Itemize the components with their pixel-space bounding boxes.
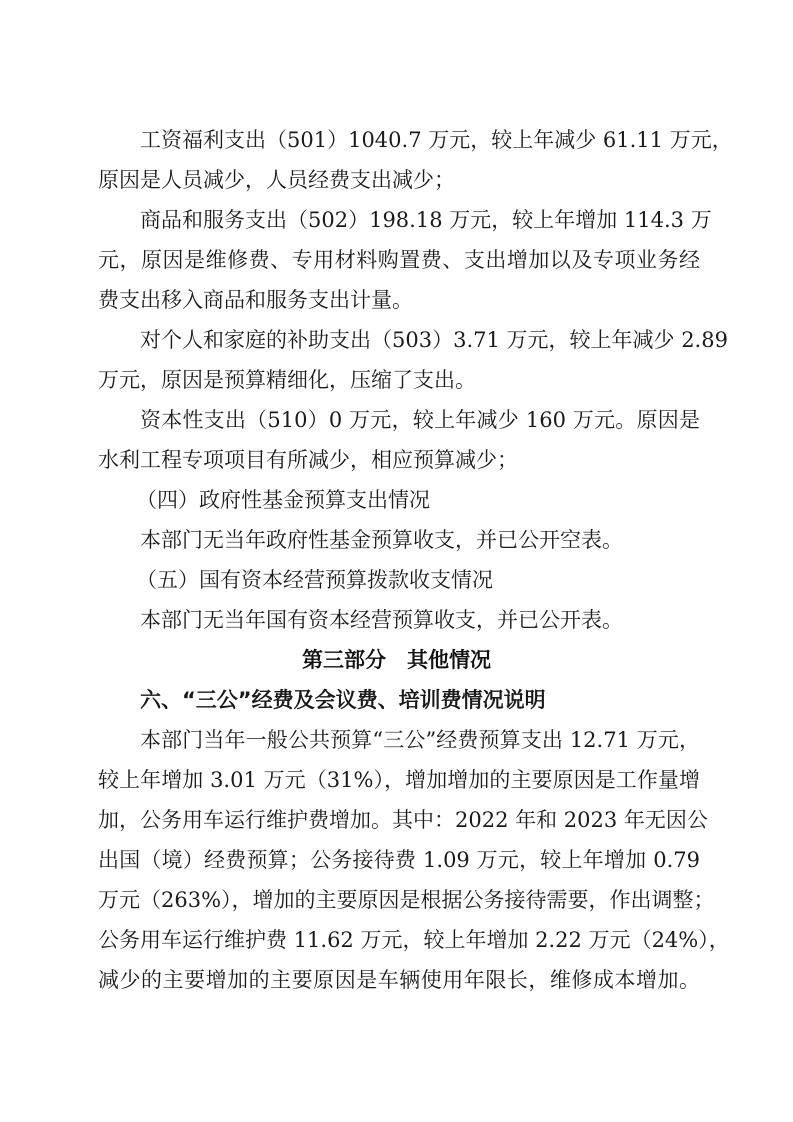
text-line: 加，公务用车运行维护费增加。其中：2022 年和 2023 年无因公 [98,808,708,832]
text-line: 万元（263%），增加的主要原因是根据公务接待需要，作出调整； [98,888,715,912]
part-heading: 第三部分 其他情况 [302,648,491,672]
text-line: 商品和服务支出（502）198.18 万元，较上年增加 114.3 万 [140,208,712,232]
section-heading: 六、“三公”经费及会议费、培训费情况说明 [140,688,546,712]
text-line: 元，原因是维修费、专用材料购置费、支出增加以及专项业务经 [98,248,700,272]
text-line: 公务用车运行维护费 11.62 万元，较上年增加 2.22 万元（24%）， [98,928,730,952]
subsection-heading: （四）政府性基金预算支出情况 [136,488,430,512]
text-line: 费支出移入商品和服务支出计量。 [98,288,413,312]
subsection-heading: （五）国有资本经营预算拨款收支情况 [136,568,493,592]
text-line: 原因是人员减少，人员经费支出减少； [98,168,455,192]
text-line: 出国（境）经费预算；公务接待费 1.09 万元，较上年增加 0.79 [98,848,700,872]
text-line: 本部门无当年政府性基金预算收支，并已公开空表。 [140,528,623,552]
text-line: 资本性支出（510）0 万元，较上年减少 160 万元。原因是 [140,408,700,432]
text-line: 减少的主要增加的主要原因是车辆使用年限长，维修成本增加。 [98,968,700,992]
text-line: 水利工程专项项目有所减少，相应预算减少； [98,448,518,472]
text-line: 本部门无当年国有资本经营预算收支，并已公开表。 [140,608,623,632]
text-line: 工资福利支出（501）1040.7 万元，较上年减少 61.11 万元， [140,128,733,152]
text-line: 本部门当年一般公共预算“三公”经费预算支出 12.71 万元， [140,728,700,752]
text-line: 较上年增加 3.01 万元（31%），增加增加的主要原因是工作量增 [98,768,700,792]
text-line: 对个人和家庭的补助支出（503）3.71 万元，较上年减少 2.89 [140,328,728,352]
text-line: 万元，原因是预算精细化，压缩了支出。 [98,368,476,392]
